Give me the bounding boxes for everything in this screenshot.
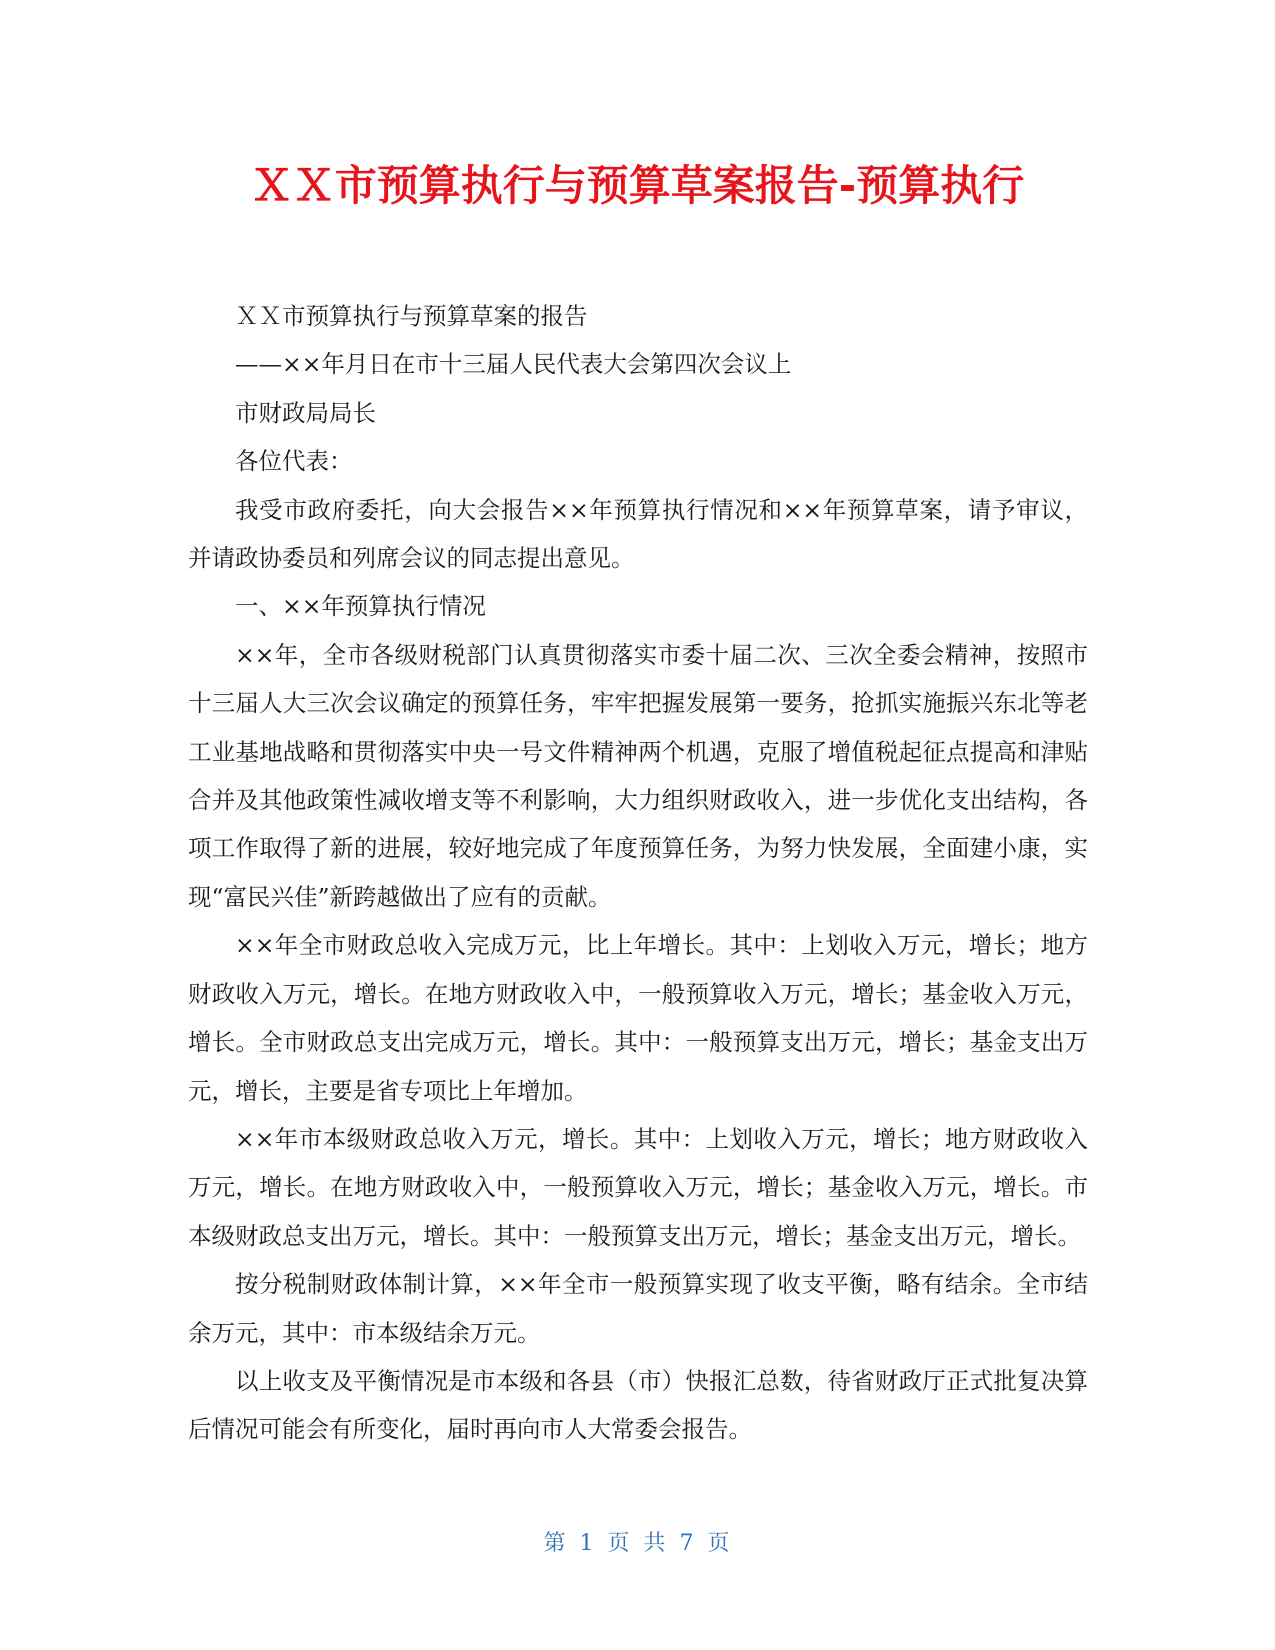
body-paragraph: ××年全市财政总收入完成万元，比上年增长。其中：上划收入万元，增长；地方财政收入万元，增长。在地方财政收入中，一般预算收入万元，增长；基金收入万元，增长。全市财政总支出完成万元，增长。其中：一般预算支出万元，增长；基金支出万元，增长，主要是省专项比上年增加。 [188,931,1088,1105]
document-body [188,292,1088,1454]
body-paragraph: 按分税制财政体制计算，××年全市一般预算实现了收支平衡，略有结余。全市结余万元，其中：市本级结余万元。 [188,1270,1088,1347]
body-paragraph: ××年市本级财政总收入万元，增长。其中：上划收入万元，增长；地方财政收入万元，增长。在地方财政收入中，一般预算收入万元，增长；基金收入万元，增长。市本级财政总支出万元，增长。其中：一般预算支出万元，增长；基金支出万元，增长。 [188,1124,1088,1250]
footer-label-di: 第 [543,1531,568,1556]
report-heading: ＸＸ市预算执行与预算草案的报告 [235,302,588,330]
body-paragraph: 我受市政府委托，向大会报告××年预算执行情况和××年预算草案，请予审议，并请政协委员和列席会议的同志提出意见。 [188,495,1088,573]
footer-label-ye-2: 页 [707,1531,732,1556]
document-title: ＸＸ市预算执行与预算草案报告-预算执行 [250,161,1025,210]
salutation: 各位代表： [235,447,353,476]
current-page-number: 1 [579,1531,596,1556]
total-page-count: 7 [679,1531,696,1556]
section-heading: 一、××年预算执行情况 [235,592,486,621]
page-footer [0,1528,1275,1560]
report-subheading: ——××年月日在市十三届人民代表大会第四次会议上 [235,350,792,379]
footer-label-gong: 共 [643,1531,668,1556]
report-author: 市财政局局长 [235,398,376,427]
body-paragraph: ××年，全市各级财税部门认真贯彻落实市委十届二次、三次全委会精神，按照市十三届人大三次会议确定的预算任务，牢牢把握发展第一要务，抢抓实施振兴东北等老工业基地战略和贯彻落实中央一号文件精神两个机遇，克服了增值税起征点提高和津贴合并及其他政策性减收增支等不利影响，大力组织财政收入，进一步优化支出结构，各项工作取得了新的进展，较好地完成了年度预算任务，为努力快发展，全面建小康，实现“富民兴佳”新跨越做出了应有的贡献。 [188,640,1088,911]
body-paragraph: 以上收支及平衡情况是市本级和各县（市）快报汇总数，待省财政厅正式批复决算后情况可能会有所变化，届时再向市人大常委会报告。 [188,1366,1088,1444]
footer-label-ye: 页 [607,1531,632,1556]
